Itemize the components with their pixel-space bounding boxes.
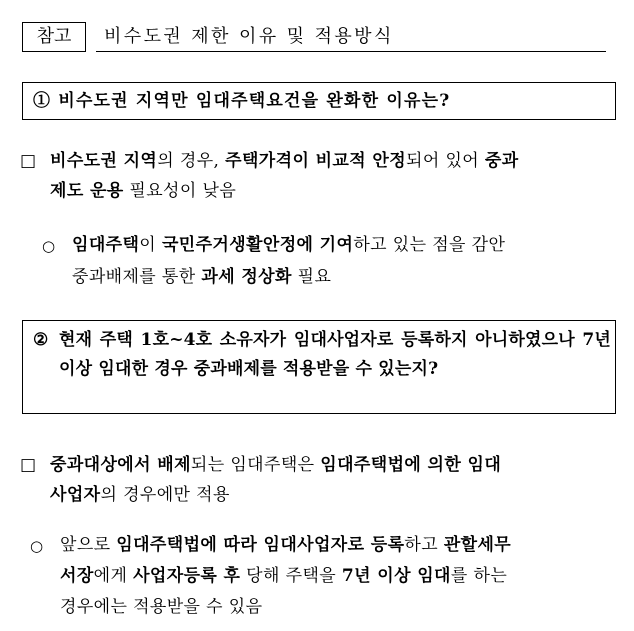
question-box-2	[22, 320, 616, 414]
reference-tag	[22, 22, 86, 52]
section2-sub-line-2	[60, 561, 507, 591]
section1-sub-line-1	[72, 230, 505, 260]
question-2-number: ②	[33, 330, 49, 350]
section1-line-2	[50, 176, 236, 206]
title-underline	[96, 51, 606, 52]
text-run: 사업자등록 후	[133, 566, 241, 586]
text-run: 필요성이 낮음	[123, 181, 237, 201]
text-run: 임대주택법에 의한 임대	[320, 455, 502, 475]
text-run: 사업자	[50, 485, 101, 505]
text-run: 관할세무	[443, 535, 512, 555]
text-run: 중과대상에서 배제	[50, 455, 191, 475]
text-run: 되어 있어	[406, 151, 485, 171]
question-1-text: ① 비수도권 지역만 임대주택요건을 완화한 이유는?	[33, 91, 451, 111]
text-run: 비수도권 지역	[50, 151, 158, 171]
text-run: 를 하는	[450, 566, 508, 586]
text-run: 앞으로	[60, 535, 117, 555]
section2-line-1	[50, 450, 501, 480]
text-run: 에게	[93, 566, 134, 586]
section2-line-2	[50, 480, 230, 510]
text-run: 의 경우에만 적용	[100, 485, 230, 505]
question-2-text: 현재 주택 1호~4호 소유자가 임대사업자로 등록하지 아니하였으나 7년 이상 임대한 경우 중과배제를 적용받을 수 있는지?	[59, 330, 611, 379]
text-run: 국민주거생활안정에 기여	[161, 235, 354, 255]
square-bullet-2: □	[20, 455, 37, 475]
text-run: 하고	[404, 535, 444, 555]
text-run: 하고 있는 점을 감안	[353, 235, 506, 255]
text-run: 이	[139, 235, 162, 255]
text-run: 임대주택	[72, 235, 140, 255]
circle-bullet-1: ○	[42, 237, 56, 255]
text-run: 필요	[291, 267, 332, 287]
section1-line-1	[50, 146, 620, 176]
text-run: 의 경우,	[157, 151, 226, 171]
section1-sub-line-2	[72, 262, 331, 292]
question-box-1	[22, 82, 616, 120]
text-run: 서장	[60, 566, 94, 586]
text-run: 당해 주택을	[240, 566, 342, 586]
section2-sub-line-1	[60, 530, 511, 560]
text-run: 중과	[484, 151, 519, 171]
text-run: 과세 정상화	[201, 267, 292, 287]
text-run: 중과배제를 통한	[72, 267, 202, 287]
text-run: 경우에는 적용받을 수 있음	[60, 597, 263, 617]
text-run: 임대주택법에 따라 임대사업자로 등록	[116, 535, 405, 555]
circle-bullet-2: ○	[30, 537, 44, 555]
text-run: 7년 이상 임대	[341, 566, 451, 586]
reference-tag-label: 참고	[36, 26, 72, 47]
square-bullet-1: □	[20, 151, 37, 171]
section2-sub-line-3	[60, 592, 262, 622]
text-run: 주택가격이 비교적 안정	[225, 151, 407, 171]
page-title: 비수도권 제한 이유 및 적용방식	[104, 26, 394, 47]
text-run: 되는 임대주택은	[190, 455, 321, 475]
text-run: 제도 운용	[50, 181, 124, 201]
